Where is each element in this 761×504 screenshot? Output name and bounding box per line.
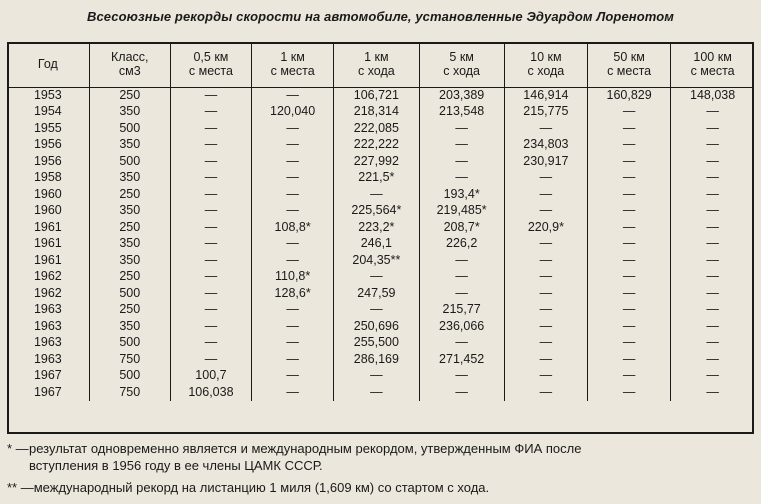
table-cell: 250,696 xyxy=(334,318,419,335)
document-title: Всесоюзные рекорды скорости на автомобиле, установленные Эдуардом Лоренотом xyxy=(86,9,675,24)
table-cell: 221,5* xyxy=(334,170,419,187)
table-cell: 223,2* xyxy=(334,219,419,236)
table-cell: 204,35** xyxy=(334,252,419,269)
table-row xyxy=(7,285,754,302)
table-cell: — xyxy=(504,170,587,187)
column-header xyxy=(252,42,334,87)
table-cell: 350 xyxy=(89,318,170,335)
table-cell: — xyxy=(671,384,754,401)
table-cell: 246,1 xyxy=(334,236,419,253)
column-header-line-1: 1 км xyxy=(364,50,389,65)
table-cell: 218,314 xyxy=(334,104,419,121)
table-cell: 350 xyxy=(89,137,170,154)
table-header xyxy=(7,42,754,87)
table-cell: — xyxy=(504,368,587,385)
table-cell: 106,038 xyxy=(170,384,251,401)
table-cell: — xyxy=(588,236,671,253)
records-table xyxy=(7,42,754,401)
table-cell: — xyxy=(252,368,334,385)
table-cell: — xyxy=(252,384,334,401)
column-header-line-1: 0,5 км xyxy=(193,50,229,65)
column-header-line-1: 100 км xyxy=(693,50,732,65)
table-cell: — xyxy=(170,236,251,253)
table-cell: 1962 xyxy=(33,269,62,284)
column-header-line-1: 10 км xyxy=(530,50,562,65)
table-cell: 160,829 xyxy=(588,87,671,104)
column-header-line-2: см3 xyxy=(118,64,141,79)
table-cell: — xyxy=(170,104,251,121)
table-cell: — xyxy=(334,269,419,286)
footnote-2 xyxy=(7,479,754,496)
table-cell: 1963 xyxy=(33,302,62,317)
column-header xyxy=(588,42,671,87)
column-header-line-1: 50 км xyxy=(613,50,645,65)
table-body xyxy=(7,87,754,401)
table-cell: 500 xyxy=(89,120,170,137)
column-header-line-1: 1 км xyxy=(280,50,305,65)
table-cell: — xyxy=(504,252,587,269)
table-cell: 227,992 xyxy=(334,153,419,170)
footnote-2-marker: ** — xyxy=(7,480,34,495)
table-cell: 1961 xyxy=(33,252,62,267)
table-cell: 500 xyxy=(89,368,170,385)
table-cell: — xyxy=(252,137,334,154)
footnote-1-continuation xyxy=(7,457,754,474)
table-cell: — xyxy=(588,104,671,121)
table-cell: — xyxy=(252,203,334,220)
table-cell: 250 xyxy=(89,186,170,203)
column-header xyxy=(334,42,419,87)
table-row xyxy=(7,203,754,220)
table-cell: — xyxy=(170,203,251,220)
table-cell: 500 xyxy=(89,285,170,302)
table-cell: — xyxy=(588,120,671,137)
table-cell: — xyxy=(504,285,587,302)
table-cell: 247,59 xyxy=(334,285,419,302)
table-row xyxy=(7,368,754,385)
table-cell: 236,066 xyxy=(419,318,504,335)
table-cell: — xyxy=(334,368,419,385)
table-row xyxy=(7,269,754,286)
table-row xyxy=(7,153,754,170)
table-cell: — xyxy=(170,252,251,269)
table-cell: 226,2 xyxy=(419,236,504,253)
table-cell: — xyxy=(419,335,504,352)
table-cell: — xyxy=(671,219,754,236)
table-cell: 250 xyxy=(89,269,170,286)
table-cell: — xyxy=(671,137,754,154)
table-cell: — xyxy=(671,368,754,385)
table-row xyxy=(7,120,754,137)
table-cell: 219,485* xyxy=(419,203,504,220)
footnote-2-text: международный рекорд на листанцию 1 миля (1,609 км) со стартом с хода. xyxy=(33,480,490,495)
column-header xyxy=(419,42,504,87)
table-cell: 148,038 xyxy=(671,87,754,104)
table-cell: — xyxy=(419,153,504,170)
table-cell: — xyxy=(588,285,671,302)
table-cell: — xyxy=(419,170,504,187)
table-cell: 215,775 xyxy=(504,104,587,121)
table-cell: 222,222 xyxy=(334,137,419,154)
table-cell: — xyxy=(252,252,334,269)
table-cell: — xyxy=(671,170,754,187)
table-cell: 110,8* xyxy=(252,269,334,286)
table-cell: 1958 xyxy=(33,170,62,185)
table-cell: — xyxy=(170,318,251,335)
table-cell: 286,169 xyxy=(334,351,419,368)
table-cell: — xyxy=(504,120,587,137)
table-cell: — xyxy=(170,351,251,368)
column-header-line-2: с места xyxy=(188,64,233,79)
table-cell: — xyxy=(588,269,671,286)
table-cell: — xyxy=(671,285,754,302)
table-cell: — xyxy=(588,335,671,352)
table-cell: — xyxy=(334,384,419,401)
table-cell: — xyxy=(671,252,754,269)
table-cell: 213,548 xyxy=(419,104,504,121)
table-row xyxy=(7,302,754,319)
table-cell: 750 xyxy=(89,384,170,401)
table-cell: — xyxy=(588,302,671,319)
column-header-line-2: с места xyxy=(270,64,315,79)
table-cell: 350 xyxy=(89,236,170,253)
table-cell: 350 xyxy=(89,252,170,269)
table-cell: — xyxy=(671,269,754,286)
table-cell: — xyxy=(170,269,251,286)
table-cell: — xyxy=(419,269,504,286)
table-cell: — xyxy=(170,120,251,137)
table-cell: — xyxy=(252,351,334,368)
table-cell: — xyxy=(671,120,754,137)
table-cell: — xyxy=(170,186,251,203)
column-header xyxy=(170,42,251,87)
column-header xyxy=(7,42,89,87)
table-cell: 230,917 xyxy=(504,153,587,170)
table-row xyxy=(7,384,754,401)
table-cell: 750 xyxy=(89,351,170,368)
table-cell: — xyxy=(504,269,587,286)
table-cell: — xyxy=(588,219,671,236)
table-cell: — xyxy=(252,120,334,137)
table-cell: 1967 xyxy=(33,368,62,383)
table-cell: — xyxy=(588,318,671,335)
table-row xyxy=(7,137,754,154)
table-cell: 350 xyxy=(89,170,170,187)
table-cell: 1956 xyxy=(33,153,62,168)
table-cell: 208,7* xyxy=(419,219,504,236)
table-cell: — xyxy=(252,186,334,203)
table-cell: — xyxy=(252,302,334,319)
table-cell: — xyxy=(588,368,671,385)
table-cell: 1963 xyxy=(33,318,62,333)
table-cell: — xyxy=(252,335,334,352)
table-cell: — xyxy=(419,137,504,154)
footnote-1-text: результат одновременно является и международным рекордом, утвержденным ФИА после xyxy=(29,441,582,456)
header-row xyxy=(7,42,754,87)
table-cell: 193,4* xyxy=(419,186,504,203)
table-cell: — xyxy=(504,203,587,220)
table-cell: 1960 xyxy=(33,203,62,218)
table-cell: 350 xyxy=(89,104,170,121)
table-cell: — xyxy=(252,318,334,335)
table-row xyxy=(7,318,754,335)
table-cell: 108,8* xyxy=(252,219,334,236)
table-cell: — xyxy=(419,120,504,137)
column-header-line-2: с места xyxy=(690,64,735,79)
table-cell: — xyxy=(588,252,671,269)
table-cell: — xyxy=(671,186,754,203)
table-cell: — xyxy=(504,318,587,335)
column-header-line-1: Класс, xyxy=(111,50,149,65)
table-cell: — xyxy=(252,87,334,104)
table-cell: — xyxy=(170,170,251,187)
table-cell: 1961 xyxy=(33,236,62,251)
table-cell: 234,803 xyxy=(504,137,587,154)
column-header-line-2: с хода xyxy=(527,64,565,79)
table-cell: — xyxy=(504,186,587,203)
table-cell: 1963 xyxy=(33,351,62,366)
table-cell: — xyxy=(419,368,504,385)
table-cell: — xyxy=(588,351,671,368)
table-cell: — xyxy=(504,384,587,401)
table-row xyxy=(7,252,754,269)
table-cell: — xyxy=(170,87,251,104)
table-cell: — xyxy=(588,170,671,187)
table-cell: — xyxy=(504,351,587,368)
table-row xyxy=(7,170,754,187)
table-cell: — xyxy=(671,104,754,121)
table-cell: — xyxy=(252,170,334,187)
table-cell: — xyxy=(671,351,754,368)
table-cell: — xyxy=(170,335,251,352)
table-cell: 203,389 xyxy=(419,87,504,104)
table-cell: — xyxy=(504,236,587,253)
footnote-1-marker: * — xyxy=(7,441,29,456)
table-cell: — xyxy=(588,153,671,170)
footnote-1 xyxy=(7,440,754,457)
table-row xyxy=(7,335,754,352)
table-cell: 500 xyxy=(89,153,170,170)
column-header-line-2: с хода xyxy=(357,64,395,79)
table-cell: 106,721 xyxy=(334,87,419,104)
table-cell: 222,085 xyxy=(334,120,419,137)
table-row xyxy=(7,186,754,203)
table-cell: 500 xyxy=(89,335,170,352)
table-cell: 255,500 xyxy=(334,335,419,352)
table-cell: — xyxy=(588,186,671,203)
table-cell: — xyxy=(334,302,419,319)
table-cell: — xyxy=(252,236,334,253)
table-cell: — xyxy=(419,285,504,302)
table-cell: 128,6* xyxy=(252,285,334,302)
table-cell: 250 xyxy=(89,87,170,104)
column-header xyxy=(671,42,754,87)
table-cell: — xyxy=(671,302,754,319)
table-cell: — xyxy=(419,384,504,401)
table-cell: — xyxy=(588,203,671,220)
table-cell: 215,77 xyxy=(419,302,504,319)
table-cell: 1967 xyxy=(33,384,62,399)
table-cell: — xyxy=(170,153,251,170)
table-cell: — xyxy=(419,252,504,269)
table-row xyxy=(7,104,754,121)
column-header-line-1: 5 км xyxy=(449,50,474,65)
table-row xyxy=(7,236,754,253)
table-cell: 1954 xyxy=(33,104,62,119)
table-cell: — xyxy=(504,302,587,319)
table-cell: — xyxy=(170,219,251,236)
table-row xyxy=(7,351,754,368)
table-cell: 1963 xyxy=(33,335,62,350)
table-cell: 350 xyxy=(89,203,170,220)
table-cell: 100,7 xyxy=(170,368,251,385)
table-cell: 220,9* xyxy=(504,219,587,236)
column-header-line-2: с места xyxy=(607,64,652,79)
table-cell: — xyxy=(504,335,587,352)
table-cell: 146,914 xyxy=(504,87,587,104)
table-cell: — xyxy=(671,203,754,220)
table-cell: 250 xyxy=(89,219,170,236)
footnote-1-text-cont: вступления в 1956 году в ее члены ЦАМК СССР. xyxy=(29,458,323,473)
table-cell: 271,452 xyxy=(419,351,504,368)
column-header-line-2: с хода xyxy=(443,64,481,79)
table-cell: 1953 xyxy=(33,88,62,102)
table-cell: 1955 xyxy=(33,120,62,135)
table-cell: 120,040 xyxy=(252,104,334,121)
table-cell: — xyxy=(252,153,334,170)
table-cell: — xyxy=(671,236,754,253)
column-header xyxy=(89,42,170,87)
footnotes xyxy=(7,440,754,496)
table-cell: — xyxy=(170,302,251,319)
table-cell: — xyxy=(671,335,754,352)
table-cell: 250 xyxy=(89,302,170,319)
table-cell: 1960 xyxy=(33,186,62,201)
table-cell: — xyxy=(671,318,754,335)
table-cell: 1961 xyxy=(33,219,62,234)
table-cell: 1962 xyxy=(33,285,62,300)
table-row xyxy=(7,87,754,104)
column-header-line-1: Год xyxy=(37,57,58,72)
table-cell: — xyxy=(588,137,671,154)
table-cell: — xyxy=(170,137,251,154)
table-cell: — xyxy=(334,186,419,203)
table-cell: — xyxy=(170,285,251,302)
table-cell: — xyxy=(671,153,754,170)
table-cell: 225,564* xyxy=(334,203,419,220)
table-cell: 1956 xyxy=(33,137,62,152)
column-header xyxy=(504,42,587,87)
table-cell: — xyxy=(588,384,671,401)
table-row xyxy=(7,219,754,236)
